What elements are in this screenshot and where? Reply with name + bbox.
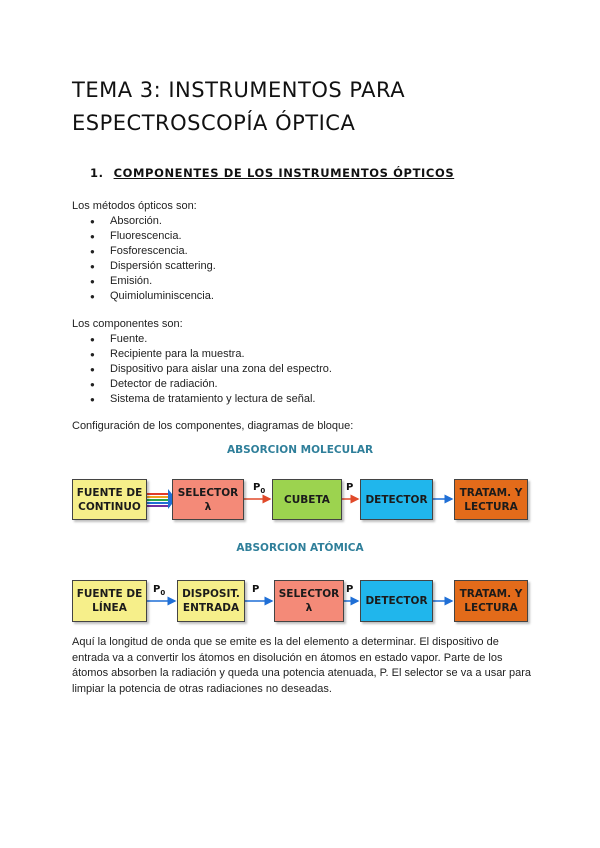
block-line: DISPOSIT. (182, 588, 240, 600)
block-line: LECTURA (464, 500, 518, 513)
block-selector (172, 479, 244, 520)
block-line: SELECTOR (177, 486, 239, 499)
block-tratamiento-lectura (454, 580, 528, 622)
block-line: CUBETA (284, 493, 330, 506)
diagram-title-atomic: ABSORCION ATÓMICA (236, 542, 364, 554)
block-line: TRATAM. Y (459, 588, 523, 600)
list-item: ● Sistema de tratamiento y lectura de señal. (90, 392, 332, 407)
explanation-paragraph: Aquí la longitud de onda que se emite es la del elemento a determinar. El dispositivo de entrada va a convertir los átomos en disolución en átomos en estado vapor. Parte de los átomos absorben la radiación y queda una potencia atenuada, P. El selector se va a usar para limpiar la potencia de otras radiaciones no deseadas. (72, 636, 532, 695)
block-line: SELECTOR (278, 588, 340, 600)
config-intro: Configuración de los componentes, diagramas de bloque: (72, 420, 354, 432)
block-line: FUENTE DE (76, 486, 143, 499)
diagram-title-molecular: ABSORCION MOLECULAR (226, 444, 374, 456)
list-item: ● Recipiente para la muestra. (90, 347, 332, 362)
title-line-1: TEMA 3: INSTRUMENTOS PARA (72, 78, 406, 102)
block-detector (360, 479, 433, 520)
components-intro: Los componentes son: (72, 318, 183, 330)
block-line: LECTURA (464, 602, 518, 614)
label-p-atomic-2: P (346, 584, 354, 595)
block-selector (274, 580, 344, 622)
block-cubeta (272, 479, 342, 520)
block-line: λ (204, 500, 212, 513)
block-fuente-continuo (72, 479, 147, 520)
title-line-2: ESPECTROSCOPÍA ÓPTICA (72, 111, 356, 135)
methods-intro: Los métodos ópticos son: (72, 200, 197, 212)
list-item: ● Emisión. (90, 274, 216, 289)
label-p-atomic-1: P (252, 584, 260, 595)
block-line: ENTRADA (182, 602, 240, 614)
block-fuente-linea (72, 580, 147, 622)
block-line: CONTINUO (78, 500, 141, 513)
list-item: ● Absorción. (90, 214, 216, 229)
section-heading-text: COMPONENTES DE LOS INSTRUMENTOS ÓPTICOS (113, 166, 455, 180)
label-p0-molecular: $P_0$ (253, 482, 266, 495)
block-tratamiento-lectura (454, 479, 528, 520)
list-item: ● Detector de radiación. (90, 377, 332, 392)
list-item: ● Fuente. (90, 332, 332, 347)
block-line: DETECTOR (365, 493, 428, 506)
block-line: LÍNEA (92, 602, 127, 614)
list-item: ● Fluorescencia. (90, 229, 216, 244)
block-line: TRATAM. Y (459, 486, 523, 499)
list-item: ● Quimioluminiscencia. (90, 289, 216, 304)
list-item: ● Dispositivo para aislar una zona del espectro. (90, 362, 332, 377)
section-number: 1. (90, 166, 104, 180)
label-p-molecular: P (346, 482, 354, 493)
block-dispositivo-entrada (177, 580, 245, 622)
block-line: λ (305, 602, 313, 614)
label-p0-atomic: $P_0$ (153, 584, 166, 597)
block-detector (360, 580, 433, 622)
list-item: ● Dispersión scattering. (90, 259, 216, 274)
block-line: FUENTE DE (76, 588, 143, 600)
list-item: ● Fosforescencia. (90, 244, 216, 259)
block-line: DETECTOR (365, 595, 428, 607)
